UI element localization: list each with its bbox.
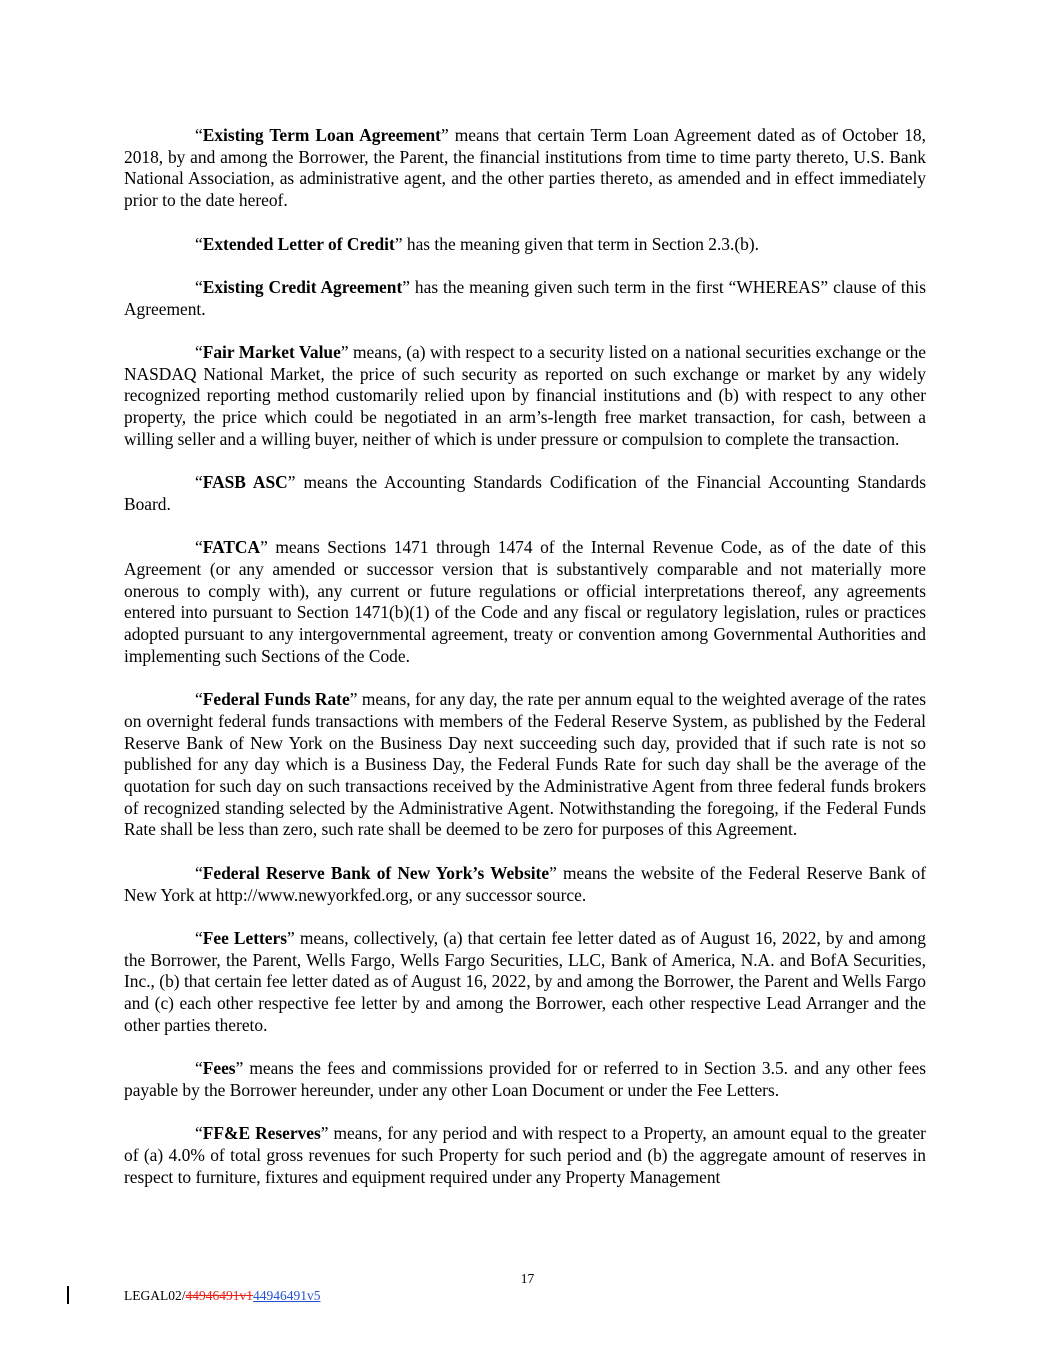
doc-prefix: LEGAL02/ <box>124 1288 186 1303</box>
definition-existing-term-loan-agreement: “Existing Term Loan Agreement” means that certain Term Loan Agreement dated as of October 18, 2018, by and among the Borrower, the Parent, the financial institutions from time to time party thereto, U.S. Bank National Association, as administrative agent, and the other parties thereto, as amended and in effect immediately prior to the date hereof. <box>124 125 926 211</box>
defined-term: Fee Letters <box>202 927 288 948</box>
definition-text: means Sections 1471 through 1474 of the Internal Revenue Code, as of the date of this Agreement (or any amended or successor version that is substantively comparable and not materially more onerous to comply with), any current or future regulations or official interpretations thereof, any agreements entered into pursuant to Section 1471(b)(1) of the Code and any fiscal or regulatory legislation, rules or practices adopted pursuant to any intergovernmental agreement, treaty or convention among Governmental Authorities and implementing such Sections of the Code. <box>124 537 926 666</box>
definition-existing-credit-agreement: “Existing Credit Agreement” has the meaning given such term in the first “WHEREAS” clause of this Agreement. <box>124 276 926 319</box>
definition-text: means, collectively, (a) that certain fee letter dated as of August 16, 2022, by and among the Borrower, the Parent, Wells Fargo, Wells Fargo Securities, LLC, Bank of America, N.A. and BofA Securities, Inc., (b) that certain fee letter dated as of August 16, 2022, by and among the Borrower, the Parent and Wells Fargo and (c) each other respective fee letter by and among the Borrower, each other respective Lead Arranger and the other parties thereto. <box>124 927 927 1035</box>
defined-term: FATCA <box>202 537 261 558</box>
definition-text: means, for any period and with respect to a Property, an amount equal to the greater of (a) 4.0% of total gross revenues for such Property for such period and (b) the aggregate amount of reserves in respect to furniture, fixtures and equipment required under any Property Management <box>124 1123 926 1187</box>
deleted-version: 44946491v1 <box>185 1288 253 1303</box>
defined-term: Existing Credit Agreement <box>202 276 403 297</box>
defined-term: Fair Market Value <box>202 341 341 362</box>
definition-text: has the meaning given such term in the first “WHEREAS” clause of this Agreement. <box>124 276 926 319</box>
definition-text: means the website of the Federal Reserve Bank of New York at http://www.newyorkfed.org, or any successor source. <box>124 862 926 905</box>
definition-text: means, (a) with respect to a security listed on a national securities exchange or the NASDAQ National Market, the price of such security as reported on such exchange or market by any widely recognized reporting method customarily relied upon by financial institutions and (b) with respect to any other property, the price which could be negotiated in an arm’s-length free market transaction, for cash, between a willing seller and a willing buyer, neither of which is under pressure or compulsion to complete the transaction. <box>124 341 926 449</box>
defined-term: Existing Term Loan Agreement <box>202 125 441 145</box>
definition-federal-funds-rate: “Federal Funds Rate” means, for any day, the rate per annum equal to the weighted average of the rates on overnight federal funds transactions with members of the Federal Reserve System, as published by the Federal Reserve Bank of New York on the Business Day next succeeding such day, provided that if such rate is not so published for any day which is a Business Day, the Federal Funds Rate for such day shall be the average of the quotation for such day on such transactions received by the Administrative Agent from three federal funds brokers of recognized standing selected by the Administrative Agent. Notwithstanding the foregoing, if the Federal Funds Rate shall be less than zero, such rate shall be deemed to be zero for purposes of this Agreement. <box>124 689 926 840</box>
revision-change-bar <box>67 1286 69 1304</box>
definition-fees: “Fees” means the fees and commissions provided for or referred to in Section 3.5. and any other fees payable by the Borrower hereunder, under any other Loan Document or under the Fee Letters. <box>124 1058 926 1100</box>
defined-term: Extended Letter of Credit <box>202 233 395 254</box>
definition-extended-letter-of-credit: “Extended Letter of Credit” has the meaning given that term in Section 2.3.(b). <box>195 233 759 254</box>
defined-term: Federal Funds Rate <box>202 689 350 710</box>
definition-text: has the meaning given that term in Section 2.3.(b). <box>402 233 759 254</box>
definition-text: means that certain Term Loan Agreement dated as of October 18, 2018, by and among the Borrower, the Parent, the financial institutions from time to time party thereto, U.S. Bank National Association, as administrative agent, and the other parties thereto, as amended and in effect immediately prior to the date hereof. <box>124 125 926 211</box>
definition-fee-letters: “Fee Letters” means, collectively, (a) that certain fee letter dated as of August 16, 2022, by and among the Borrower, the Parent, Wells Fargo, Wells Fargo Securities, LLC, Bank of America, N.A. and BofA Securities, Inc., (b) that certain fee letter dated as of August 16, 2022, by and among the Borrower, the Parent and Wells Fargo and (c) each other respective fee letter by and among the Borrower, each other respective Lead Arranger and the other parties thereto. <box>124 927 927 1035</box>
defined-term: FASB ASC <box>202 472 288 493</box>
definition-fasb-asc: “FASB ASC” means the Accounting Standards Codification of the Financial Accounting Standards Board. <box>124 472 927 514</box>
defined-term: Federal Reserve Bank of New York’s Website <box>202 862 550 883</box>
footer-document-id <box>124 1288 321 1304</box>
definition-text: means the fees and commissions provided for or referred to in Section 3.5. and any other fees payable by the Borrower hereunder, under any other Loan Document or under the Fee Letters. <box>124 1058 926 1100</box>
definition-text: means, for any day, the rate per annum equal to the weighted average of the rates on overnight federal funds transactions with members of the Federal Reserve System, as published by the Federal Reserve Bank of New York on the Business Day next succeeding such day, provided that if such rate is not so published for any day which is a Business Day, the Federal Funds Rate for such day shall be the average of the quotation for such day on such transactions received by the Administrative Agent from three federal funds brokers of recognized standing selected by the Administrative Agent. Notwithstanding the foregoing, if the Federal Funds Rate shall be less than zero, such rate shall be deemed to be zero for purposes of this Agreement. <box>124 689 926 840</box>
definition-fatca: “FATCA” means Sections 1471 through 1474 of the Internal Revenue Code, as of the date of this Agreement (or any amended or successor version that is substantively comparable and not materially more onerous to comply with), any current or future regulations or official interpretations thereof, any agreements entered into pursuant to Section 1471(b)(1) of the Code and any fiscal or regulatory legislation, rules or practices adopted pursuant to any intergovernmental agreement, treaty or convention among Governmental Authorities and implementing such Sections of the Code. <box>124 537 926 666</box>
definition-federal-reserve-bank-website: “Federal Reserve Bank of New York’s Website” means the website of the Federal Reserve Bank of New York at http://www.newyorkfed.org, or any successor source. <box>124 862 926 905</box>
page-number: 17 <box>520 1271 535 1286</box>
defined-term: Fees <box>202 1058 236 1079</box>
definition-ffe-reserves: “FF&E Reserves” means, for any period and with respect to a Property, an amount equal to the greater of (a) 4.0% of total gross revenues for such Property for such period and (b) the aggregate amount of reserves in respect to furniture, fixtures and equipment required under any Property Management <box>124 1123 926 1187</box>
defined-term: FF&E Reserves <box>202 1123 321 1144</box>
definition-fair-market-value: “Fair Market Value” means, (a) with respect to a security listed on a national securities exchange or the NASDAQ National Market, the price of such security as reported on such exchange or market by any widely recognized reporting method customarily relied upon by financial institutions and (b) with respect to any other property, the price which could be negotiated in an arm’s-length free market transaction, for cash, between a willing seller and a willing buyer, neither of which is under pressure or compulsion to complete the transaction. <box>124 341 926 449</box>
document-body <box>124 125 926 1210</box>
definition-text: means the Accounting Standards Codification of the Financial Accounting Standards Board. <box>124 472 927 514</box>
inserted-version: 44946491v5 <box>253 1288 321 1303</box>
